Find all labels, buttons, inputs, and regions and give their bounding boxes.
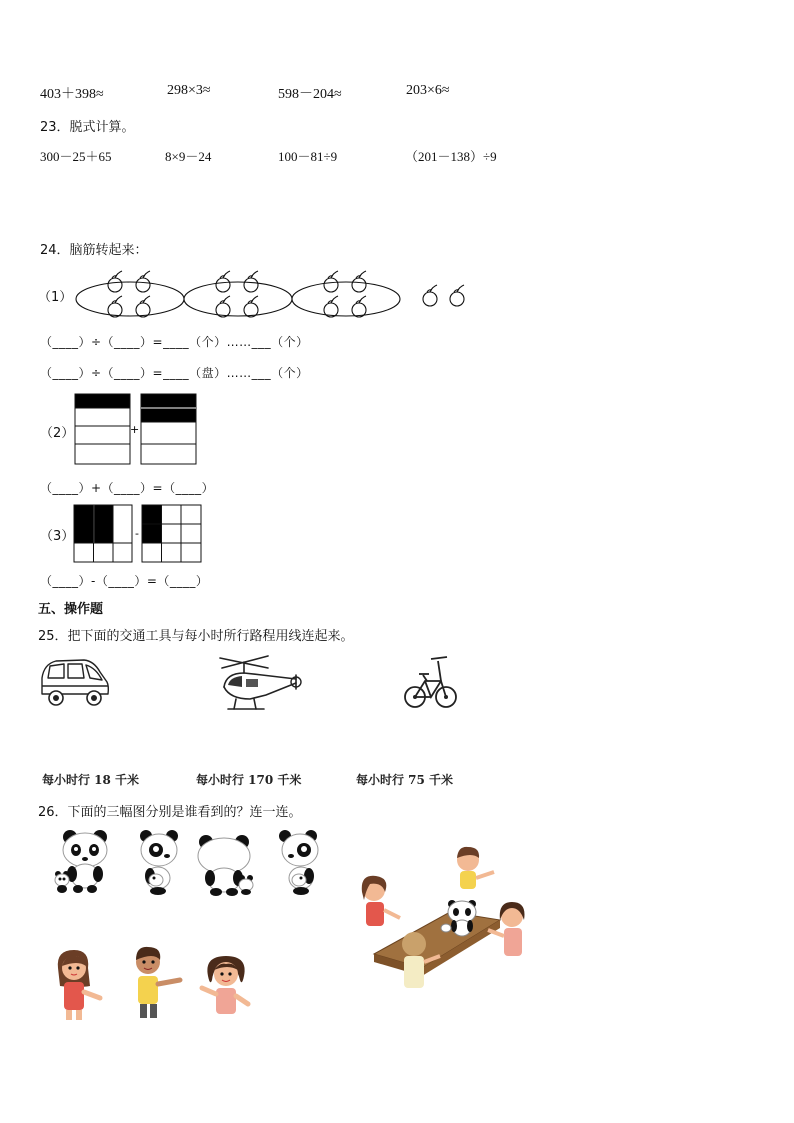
- q23-title: 23．脱式计算。: [40, 120, 135, 135]
- helicopter-icon: [216, 653, 302, 713]
- minus-sign: -: [135, 527, 139, 540]
- children-table-scene: [352, 846, 536, 994]
- boy-avatar: [126, 944, 186, 1020]
- estimate-2: 298×3≈: [167, 83, 211, 98]
- girl-bob-avatar: [196, 950, 256, 1020]
- q23-item-4: （201－138）÷9: [405, 149, 497, 164]
- fraction-sub-figure: [74, 504, 204, 564]
- q24-line3: （____）+（____）=（____）: [40, 481, 215, 495]
- plus-sign: +: [130, 423, 140, 436]
- section5-title: 五、操作题: [38, 602, 104, 617]
- q24-line4: （____）-（____）=（____）: [40, 574, 209, 588]
- q24-line2: （____）÷（____）=____（盘）……___（个）: [40, 366, 309, 380]
- speed-option-1: 每小时行 18 千米: [42, 773, 140, 787]
- estimate-1: 403＋398≈: [40, 87, 104, 102]
- girl-ponytail-avatar: [48, 946, 104, 1022]
- fraction-add-figure: [74, 393, 198, 465]
- speed-option-2: 每小时行 170 千米: [196, 773, 302, 787]
- q23-item-1: 300－25＋65: [40, 149, 112, 164]
- speed-option-3: 每小时行 75 千米: [356, 773, 454, 787]
- estimate-4: 203×6≈: [406, 83, 450, 98]
- q26-title: 26．下面的三幅图分别是谁看到的？连一连。: [38, 805, 302, 820]
- panda-view-front: [50, 830, 114, 894]
- q24-part1-label: （1）: [38, 290, 73, 305]
- panda-view-side: [136, 830, 184, 896]
- estimate-3: 598－204≈: [278, 87, 342, 102]
- q24-part3-label: （3）: [40, 529, 75, 544]
- apple-groups-figure: [70, 265, 480, 325]
- panda-view-back: [196, 832, 256, 896]
- q25-title: 25．把下面的交通工具与每小时所行路程用线连起来。: [38, 629, 354, 644]
- left-shaded-part: [75, 394, 130, 408]
- q24-title: 24．脑筋转起来：: [40, 243, 148, 258]
- q24-part2-label: （2）: [40, 426, 75, 441]
- q23-item-3: 100－81÷9: [278, 149, 338, 164]
- q23-item-2: 8×9－24: [165, 149, 212, 164]
- car-icon: [38, 656, 110, 708]
- bicycle-icon: [403, 653, 459, 715]
- q24-line1: （____）÷（____）=____（个）……___（个）: [40, 335, 309, 349]
- panda-view-side-2: [277, 830, 323, 896]
